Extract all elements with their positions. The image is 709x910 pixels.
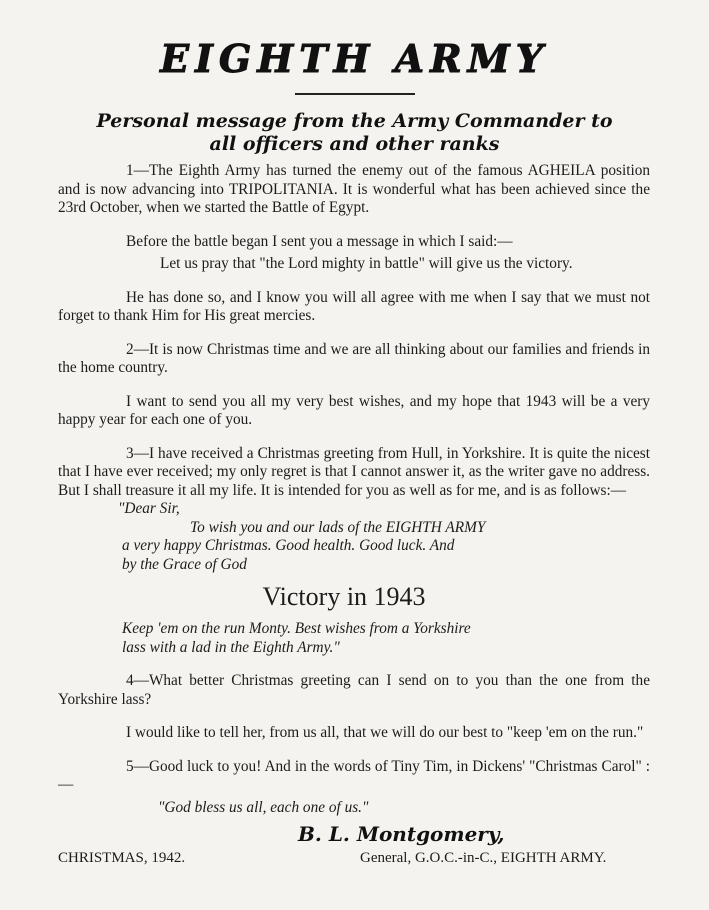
letter-line-1: To wish you and our lads of the EIGHTH ARMY [190,518,486,536]
paragraph-1: 1—The Eighth Army has turned the enemy out of the famous AGHEILA position and is now advancing into TRIPOLITANIA. It is wonderful what has been achieved since the 23rd October, when we started the Battle of Egypt. [58,162,650,216]
paragraph-6: 3—I have received a Christmas greeting from Hull, in Yorkshire. It is quite the nicest that I have ever received; my only regret is that I cannot answer it, as the writer gave no address. But I shall treasure it all my life. It is intended for you as well as for me, and is as follows:— [58,444,650,499]
paragraph-8: I would like to tell her, from us all, that we will do our best to "keep 'em on the run." [126,724,644,741]
letter-line-2: a very happy Christmas. Good health. Good luck. And [122,537,455,554]
subtitle-line-2: all officers and other ranks [209,133,500,155]
paragraph-2: Before the battle began I sent you a message in which I said:— [126,232,513,250]
paragraph-9: 5—Good luck to you! And in the words of Tiny Tim, in Dickens' "Christmas Carol" :— [58,757,650,793]
subtitle-line-1: Personal message from the Army Commander to [96,110,613,132]
paragraph-5: I want to send you all my very best wishes, and my hope that 1943 will be a very happy year for each one of you. [58,392,650,428]
letter-greeting: "Dear Sir, [118,500,180,517]
paragraph-4: 2—It is now Christmas time and we are all thinking about our families and friends in the home country. [58,340,650,376]
document-title: EIGHTH ARMY [160,36,549,81]
letter-line-3: by the Grace of God [122,555,247,573]
title-divider [295,93,415,95]
message-body [58,162,650,817]
letter-line-4: Keep 'em on the run Monty. Best wishes from a Yorkshire [122,620,471,637]
victory-heading: Victory in 1943 [262,582,426,611]
signature: B. L. Montgomery, [298,822,505,846]
letter-line-5: lass with a lad in the Eighth Army." [122,638,340,656]
document-subtitle [40,110,669,156]
yorkshire-letter [58,500,650,657]
date-line: CHRISTMAS, 1942. [58,850,186,866]
paragraph-3: He has done so, and I know you will all agree with me when I say that we must not forget to thank Him for His great mercies. [58,288,650,324]
battle-prayer-quote: Let us pray that "the Lord mighty in battle" will give us the victory. [160,255,573,272]
closing-quote: "God bless us all, each one of us." [158,798,369,816]
paragraph-7: 4—What better Christmas greeting can I send on to you than the one from the Yorkshire lass? [58,672,650,708]
rank-line: General, G.O.C.-in-C., EIGHTH ARMY. [360,850,607,866]
